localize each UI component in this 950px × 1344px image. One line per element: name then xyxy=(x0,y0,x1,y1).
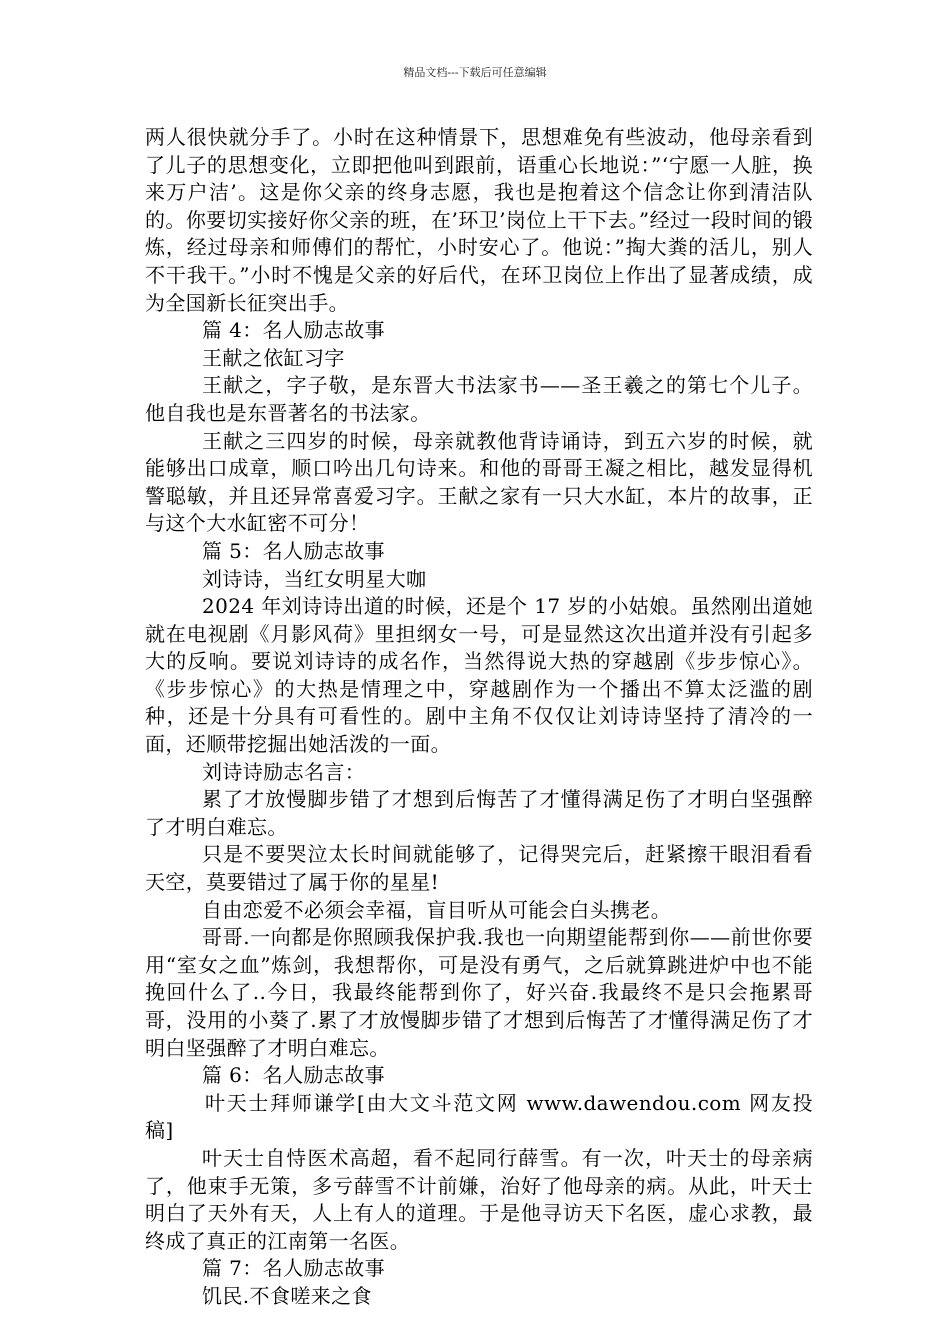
story-title-ye-tianshi: 叶天士拜师谦学[由大文斗范文网 www.dawendou.com 网友投稿] xyxy=(145,1090,813,1143)
quotes-heading: 刘诗诗励志名言： xyxy=(202,759,366,784)
paragraph: 2024 年刘诗诗出道的时候，还是个 17 岁的小姑娘。虽然刚出道她就在电视剧《月影风荷》里担纲女一号，可是显然这次出道并没有引起多大的反响。要说刘诗诗的成名作，当然得说大热的穿越剧《步步惊心》。《步步惊心》的大热是情理之中，穿越剧作为一个播出不算太泛滥的剧种，还是十分具有可看性的。剧中主角不仅仅让刘诗诗坚持了清冷的一面，还顺带挖掘出她活泼的一面。 xyxy=(145,594,813,757)
story-title-famine: 饥民.不食嗟来之食 xyxy=(202,1283,372,1308)
quote-paragraph: 只是不要哭泣太长时间就能够了，记得哭完后，赶紧擦干眼泪看看天空，莫要错过了属于你的星星! xyxy=(145,842,813,895)
quote-paragraph: 累了才放慢脚步错了才想到后悔苦了才懂得满足伤了才明白坚强醉了才明白难忘。 xyxy=(145,787,813,839)
paragraph: 叶天士自恃医术高超，看不起同行薛雪。有一次，叶天士的母亲病了，他束手无策，多亏薛雪不计前嫌，治好了他母亲的病。从此，叶天士明白了天外有天，人上有人的道理。于是他寻访天下名医，虚心求教，最终成了真正的江南第一名医。 xyxy=(145,1145,813,1253)
page-header: 精品文档---下载后可任意编辑 xyxy=(403,66,547,79)
paragraph: 王献之三四岁的时候，母亲就教他背诗诵诗，到五六岁的时候，就能够出口成章，顺口吟出几句诗来。和他的哥哥王凝之相比，越发显得机警聪敏，并且还异常喜爱习字。王献之家有一只大水缸，本片的故事，正与这个大水缸密不可分！ xyxy=(145,428,813,536)
section-heading-5: 篇 5：名人励志故事 xyxy=(202,538,386,563)
paragraph: 王献之，字子敬，是东晋大书法家书——圣王羲之的第七个儿子。他自我也是东晋著名的书法家。 xyxy=(145,373,813,425)
quote-paragraph: 自由恋爱不必须会幸福，盲目听从可能会白头携老。 xyxy=(202,897,672,922)
story-title-liu-shishi: 刘诗诗，当红女明星大咖 xyxy=(202,566,427,591)
section-heading-6: 篇 6：名人励志故事 xyxy=(202,1063,386,1088)
section-heading-7: 篇 7：名人励志故事 xyxy=(202,1256,386,1281)
quote-paragraph: 哥哥.一向都是你照顾我保护我.我也一向期望能帮到你——前世你要用“室女之血”炼剑，我想帮你，可是没有勇气，之后就算跳进炉中也不能挽回什么了..今日，我最终能帮到你了，好兴奋.我最终不是只会拖累哥哥，没用的小葵了.累了才放慢脚步错了才想到后悔苦了才懂得满足伤了才明白坚强醉了才明白难忘。 xyxy=(145,925,813,1060)
paragraph-closing-story: 两人很快就分手了。小时在这种情景下，思想难免有些波动，他母亲看到了儿子的思想变化，立即把他叫到跟前，语重心长地说：”‘宁愿一人脏，换来万户洁’。这是你父亲的终身志愿，我也是抱着这个信念让你到清洁队的。你要切实接好你父亲的班，在’环卫’岗位上干下去。”经过一段时间的锻炼，经过母亲和师傅们的帮忙，小时安心了。他说：”掏大粪的活儿，别人不干我干。”小时不愧是父亲的好后代，在环卫岗位上作出了显著成绩，成为全国新长征突出手。 xyxy=(145,125,813,315)
document-body xyxy=(145,124,813,1311)
story-title-wang-xianzhi: 王献之依缸习字 xyxy=(202,345,345,370)
section-heading-4: 篇 4：名人励志故事 xyxy=(202,318,386,343)
